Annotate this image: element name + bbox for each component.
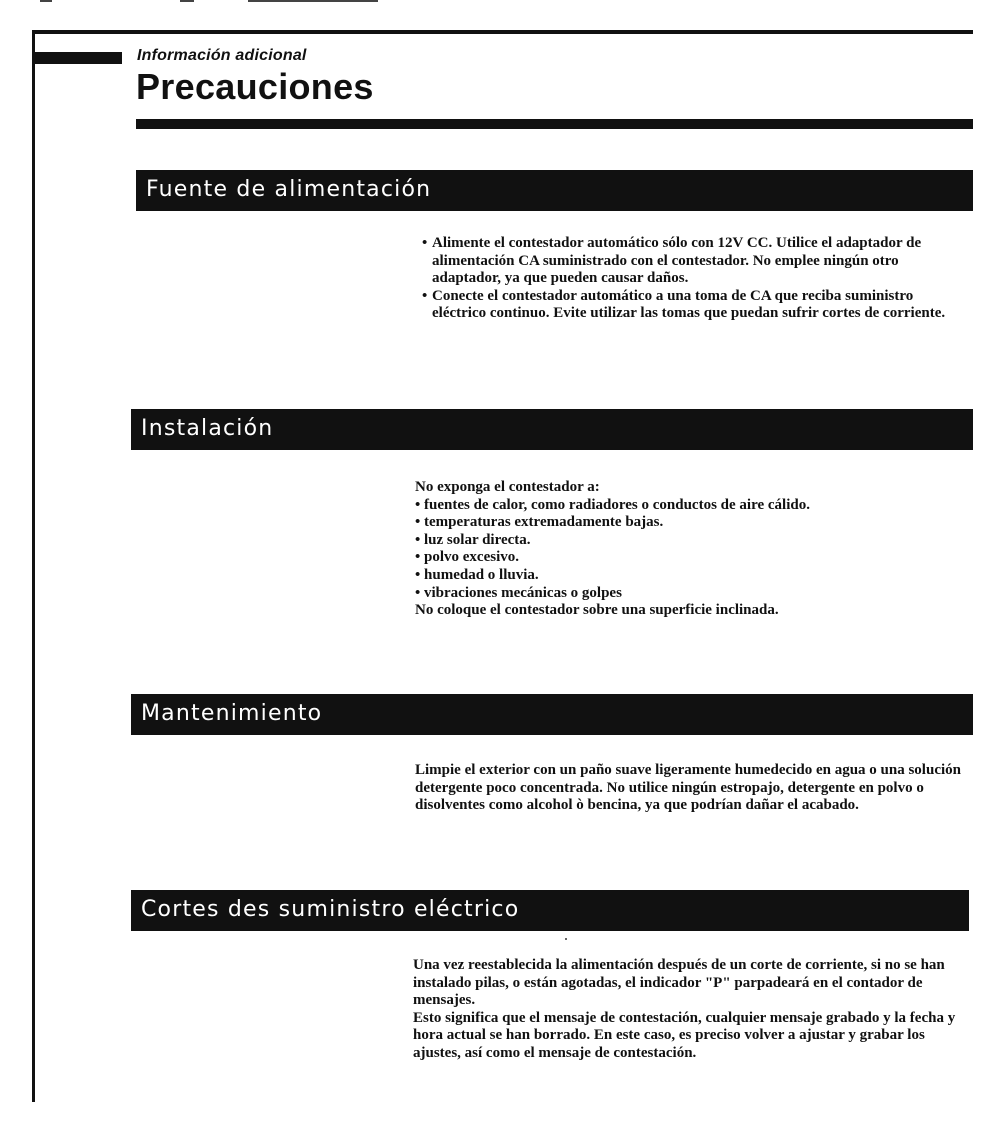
scan-mark [248,0,378,2]
list-item: • Conecte el contestador automático a una toma de CA que reciba suministro eléctrico continuo. Evite utilizar las tomas que puedan sufrir cortes de corriente. [422,288,967,323]
list-item: • vibraciones mecánicas o golpes [415,585,975,603]
installation-intro: No exponga el contestador a: [415,479,600,495]
power-bullet-list [422,235,967,323]
maintenance-text [415,762,965,815]
outage-paragraph-2: Esto significa que el mensaje de contestación, cualquier mensaje grabado y la fecha y hora actual se han borrado. En este caso, es preciso volver a ajustar y grabar los ajustes, así como el mensaje de contestación. [413,1009,956,1061]
installation-text [415,479,975,620]
heading-installation: Instalación [131,409,973,450]
outage-paragraph-1: Una vez reestablecida la alimentación después de un corte de corriente, si no se han instalado pilas, o están agotadas, el indicador "P" parpadeará en el contador de mensajes. [413,957,945,1009]
heading-power-outage: Cortes des suministro eléctrico [131,890,969,931]
top-rule [32,30,973,34]
title-underline [136,119,973,129]
list-item: • temperaturas extremadamente bajas. [415,514,975,532]
section-label: Información adicional [137,47,307,64]
list-item: • luz solar directa. [415,532,975,550]
scan-mark [180,0,194,2]
outage-text [413,957,961,1063]
heading-maintenance: Mantenimiento [131,694,973,735]
list-item: • fuentes de calor, como radiadores o conductos de aire cálido. [415,497,975,515]
section-tab-marker [32,52,122,64]
list-item: • Alimente el contestador automático sólo con 12V CC. Utilice el adaptador de alimentación CA suministrado con el contestador. No emplee ningún otro adaptador, ya que pueden causar daños. [422,235,967,288]
installation-outro: No coloque el contestador sobre una superficie inclinada. [415,602,779,619]
power-supply-text [422,235,967,323]
page-title: Precauciones [136,66,374,107]
stray-mark [565,938,567,940]
left-margin-rule [32,30,35,1102]
list-item: • humedad o lluvia. [415,567,975,585]
installation-list [415,497,975,603]
maintenance-paragraph: Limpie el exterior con un paño suave ligeramente humedecido en agua o una solución detergente poco concentrada. No utilice ningún estropajo, detergente en polvo o disolventes como alcohol ò bencina, ya que podrían dañar el acabado. [415,762,961,814]
list-item: • polvo excesivo. [415,549,975,567]
heading-power-supply: Fuente de alimentación [136,170,973,211]
scan-mark [40,0,52,2]
